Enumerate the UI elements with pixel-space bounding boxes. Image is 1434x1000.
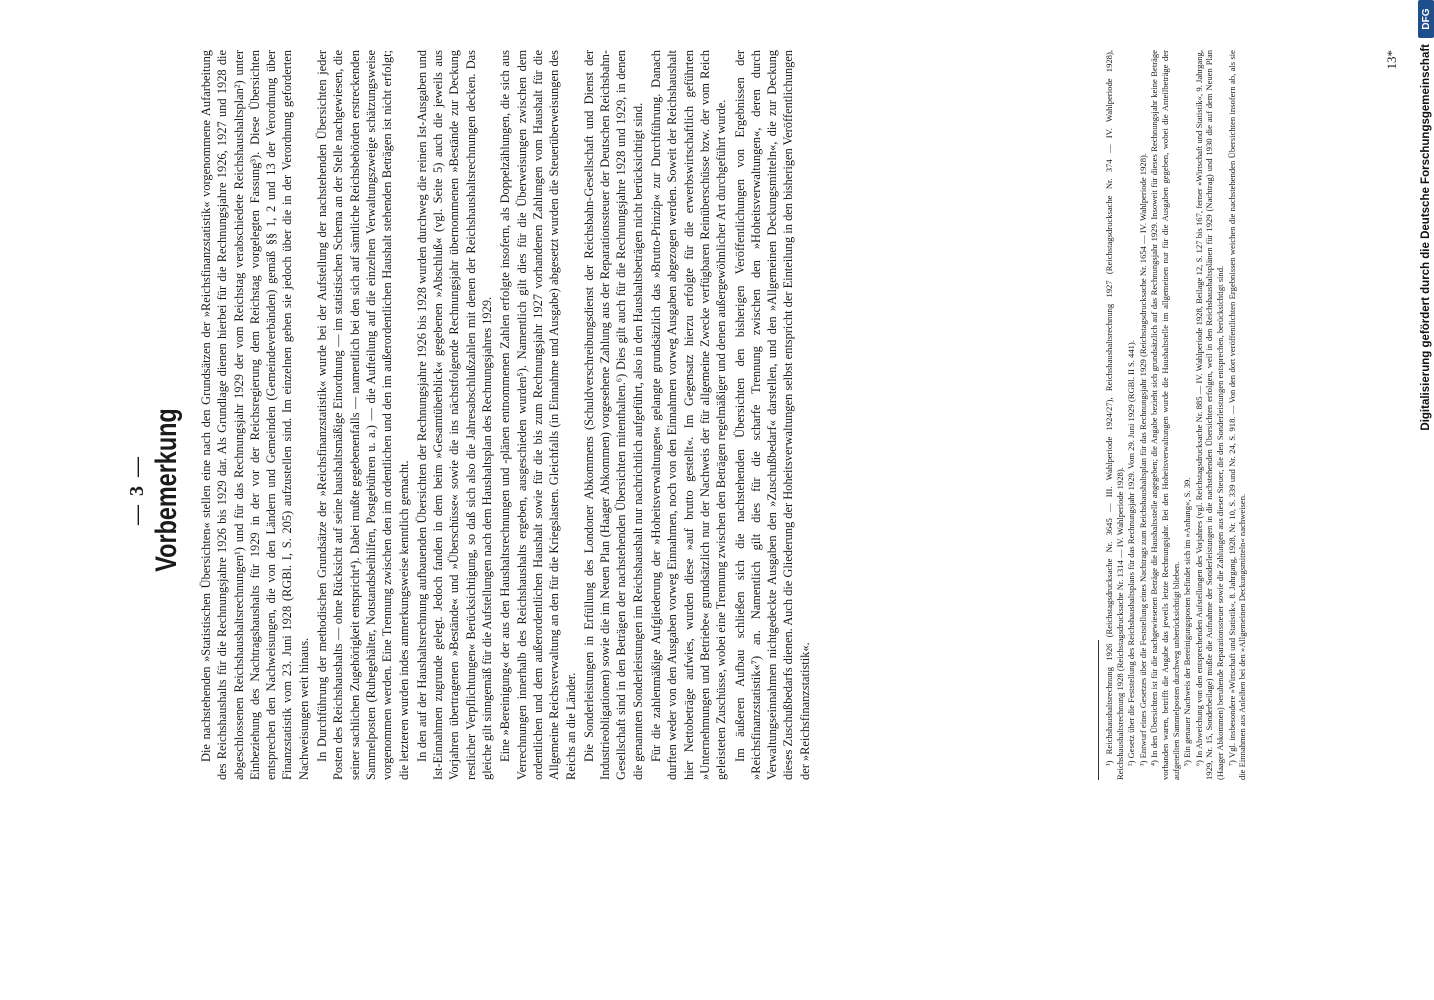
footnote-7: ⁷) Vgl. insbesondere »Wirtschaft und Statistik«, 8. Jahrgang, 1928, Nr. 10, S. 339 und Nr. 24, S. 918. — Von den dort veröffentlichten Ergebnissen weichen die nachstehenden Übersichten insofern ab, als sie die Einnahmen aus Anleihen bei den »Allgemeinen Deckungsmitteln« nachweisen.: [1226, 50, 1248, 780]
credit-text: Digitalisierung gefördert durch die Deutsche Forschungsgemeinschaft: [1420, 44, 1432, 431]
footnote-4: ⁴) In den Übersichten ist für die nachgewiesenen Beträge die Haushaltsstelle angegeben; die Angabe bezieht sich grundsätzlich auf das Rechnungsjahr 1929. Insoweit für dieses Rechnungsjahr keine Beträge vorhanden waren, betrifft die Angabe das jeweils letzte Rechnungsjahr. Bei den Hoheitsverwaltungen wurde die Haushaltstelle im allgemeinen nur für die Ausgaben gegeben, wobei die Anteilbeträge der aufgeteilten Sammelposten durchweg unberücksichtigt blieben.: [1149, 50, 1181, 780]
paragraph-1: Die nachstehenden »Statistischen Übersichten« stellen eine nach den Grundsätzen der »Reichsfinanzstatistik« vorgenommene Aufarbeitung des Reichshaushalts für die Rechnungsjahre 1926 bis 1929 dar. Als Grundlage dienen hierbei für die Rechnungsjahre 1926, 1927 und 1928 die abgeschlossenen Reichshaushaltsrechnungen¹) und für das Rechnungsjahr 1929 der vom Reichstag verabschiedete Reichshaushaltsplan²) unter Einbeziehung des Nachtragshaushalts für 1929 in der vor der Reichsregierung dem Reichstag vorgelegten Fassung³). Diese Übersichten entsprechen den Nachweisungen, die von den Ländern und Gemeinden (Gemeindeverbänden) gemäß §§ 1, 2 und 13 der Verordnung über Finanzstatistik vom 23. Juni 1928 (RGBl. I, S. 205) aufzustellen sind. Im einzelnen gehen sie jedoch über die in der Verordnung geforderten Nachweisungen weit hinaus.: [199, 50, 311, 780]
footnote-1: ¹) Reichshaushaltsrechnung 1926 (Reichstagsdrucksache Nr. 3645 — III. Wahlperiode 1924/27), Reichshaushaltsrechnung 1927 (Reichstagsdrucksache Nr. 374 — IV. Wahlperiode 1928), Reichshaushaltsrechnung 1928 (Reichstagsdrucksache Nr. 1314 — IV. Wahlperiode 1928).: [1104, 50, 1125, 780]
dfg-logo-icon: DFG: [1418, 0, 1434, 38]
footnote-divider: [1098, 640, 1099, 780]
paragraph-4: Eine »Bereinigung« der aus den Haushaltsrechnungen und -plänen entnommenen Zahlen erfolgte insofern, als Doppelzählungen, die sich aus Verrechnungen innerhalb des Reichshaushalts ergeben, ausgeschieden wurden⁵). Namentlich gilt dies für die Überweisungen zwischen dem ordentlichen und dem außerordentlichen Haushalt sowie für die bis zum Rechnungsjahr 1927 vorhandenen Zahlungen vom Haushalt für die Allgemeine Reichsverwaltung an den für die Kriegslasten. Gleichfalls (in Einnahme und Ausgabe) abgesetzt wurden die Steuerüberweisungen des Reichs an die Länder.: [498, 50, 578, 780]
digitization-credit: [1416, 0, 1434, 990]
paragraph-5: Die Sonderleistungen in Erfüllung des Londoner Abkommens (Schuldverschreibungsdienst der Reichsbahn-Gesellschaft und Dienst der Industrieobligationen) sowie die im Neuen Plan (Haager Abkommen) vorgesehene Zahlung aus der Reparationssteuer der Deutschen Reichsbahn-Gesellschaft sind in den Beträgen der nachstehenden Übersichten mitenthalten.⁶) Dies gilt auch für die Rechnungsjahre 1928 und 1929, in denen die genannten Sonderleistungen im Reichshaushalt nur nachrichtlich aufgeführt, also in den Haushaltsbeträgen nicht berücksichtigt sind.: [581, 50, 645, 780]
footnote-6: ⁶) In Abweichung von den entsprechenden Aufstellungen des Vorjahres (vgl. Reichstagsdrucksache Nr. 885 — IV. Wahlperiode 1928, Beilage 12, S. 127 bis 167, ferner »Wirtschaft und Statistik«, 9. Jahrgang, 1929, Nr. 15, Sonderbeilage) mußte die Aufnahme der Sonderleistungen in die nachstehenden Übersichten erfolgen, weil in den Reichshaushaltsplänen für 1929 (Nachtrag) und 1930 die auf dem Neuen Plan (Haager Abkommen) beruhende Reparationssteuer sowie die Zahlungen aus dieser Steuer, die den Sonderleistungen entsprechen, berücksichtigt sind.: [1193, 50, 1225, 780]
page-number: — 3 —: [126, 455, 148, 525]
footnotes: [1104, 50, 1249, 780]
scanned-document-page: [30, 20, 1420, 960]
paragraph-2: In Durchführung der methodischen Grundsätze der »Reichsfinanzstatistik« wurde bei der Aufstellung der nachstehenden Übersichten jeder Posten des Reichshaushalts — ohne Rücksicht auf seine haushaltsmäßige Einordnung — im statistischen Schema an der Stelle nachgewiesen, die seiner sachlichen Zugehörigkeit entspricht⁴). Dabei mußte gegebenenfalls — namentlich bei den sich auf sämtliche Reichsbehörden erstreckenden Sammelposten (Ruhegehälter, Notstandsbeihilfen, Postgebühren u. a.) — die Aufteilung auf die einzelnen Verwaltungszweige schätzungsweise vorgenommen werden. Eine Trennung zwischen den im ordentlichen und den im außerordentlichen Haushalt stehenden Beträgen ist nicht erfolgt; die letzteren wurden indes anmerkungsweise kenntlich gemacht.: [315, 50, 411, 780]
footnote-2: ²) Gesetz über die Feststellung des Reichshaushaltsplans für das Rechnungsjahr 1929. Vom 29. Juni 1929 (RGBl. II S. 441).: [1126, 340, 1137, 766]
paragraph-3: In den auf der Haushaltsrechnung aufbauenden Übersichten der Rechnungsjahre 1926 bis 1928 wurden durchweg die reinen Ist-Ausgaben und Ist-Einnahmen zugrunde gelegt. Jedoch fanden in dem beim »Gesamtüberblick« gegebenen »Abschluß« (vgl. Seite 5) auch die jeweils aus Vorjahren übertragenen »Bestände« und »Überschüsse« sowie die ins nächstfolgende Rechnungsjahr übernommenen »Bestände zur Deckung restlicher Verpflichtungen« Berücksichtigung, so daß sich also die Jahresabschlußzahlen mit denen der Reichshaushaltsrechnungen decken. Das gleiche gilt sinngemäß für die Aufstellungen nach dem Haushaltsplan des Rechnungsjahres 1929.: [414, 50, 495, 780]
footnote-3: ³) Entwurf eines Gesetzes über die Feststellung eines Nachtrags zum Reichshaushaltsplan für das Rechnungsjahr 1929 (Reichstagsdrucksache Nr. 1654 — IV. Wahlperiode 1928).: [1137, 153, 1148, 766]
page-title: Vorbemerkung: [150, 408, 183, 572]
paragraph-7: Im äußeren Aufbau schließen sich die nachstehenden Übersichten den bisherigen Veröffentlichungen von Ergebnissen der »Reichsfinanzstatistik«⁷) an. Namentlich gilt dies für die scharfe Trennung zwischen den »Hoheitsverwaltungen«, deren durch Verwaltungseinnahmen nichtgedeckte Ausgaben den »Zuschußbedarf« darstellen, und den »Allgemeinen Deckungsmitteln«, die zur Deckung dieses Zuschußbedarfs dienen. Auch die Gliederung der Hoheitsverwaltungen selbst entspricht der Einteilung in den bisherigen Veröffentlichungen der »Reichsfinanzstatistik«.: [732, 50, 812, 780]
sheet-signature: 13*: [1384, 50, 1399, 70]
body-text: [198, 50, 813, 780]
paragraph-6: Für die zahlenmäßige Aufgliederung der »Hoheitsverwaltungen« gelangte grundsätzlich das »Brutto-Prinzip« zur Durchführung. Danach durften weder von den Ausgaben vorweg Einnahmen, noch von den Einnahmen vorweg Ausgaben abgezogen werden. Soweit der Reichshaushalt hier Nettobeträge aufwies, wurden diese »auf brutto gestellt«. Im Gegensatz hierzu erfolgte für die erwerbswirtschaftlich geführten »Unternehmungen und Betriebe« grundsätzlich nur der Nachweis der für allgemeine Zwecke verfügbaren Reinüberschüsse bzw. der vom Reich geleisteten Zuschüsse, wobei eine Trennung zwischen den Beträgen regelmäßiger und denen außergewöhnlicher Art durchgeführt wurde.: [649, 50, 729, 780]
footnote-5: ⁵) Ein genauer Nachweis der Bereinigungsposten befindet sich im »Anhang«, S. 39.: [1182, 477, 1193, 766]
